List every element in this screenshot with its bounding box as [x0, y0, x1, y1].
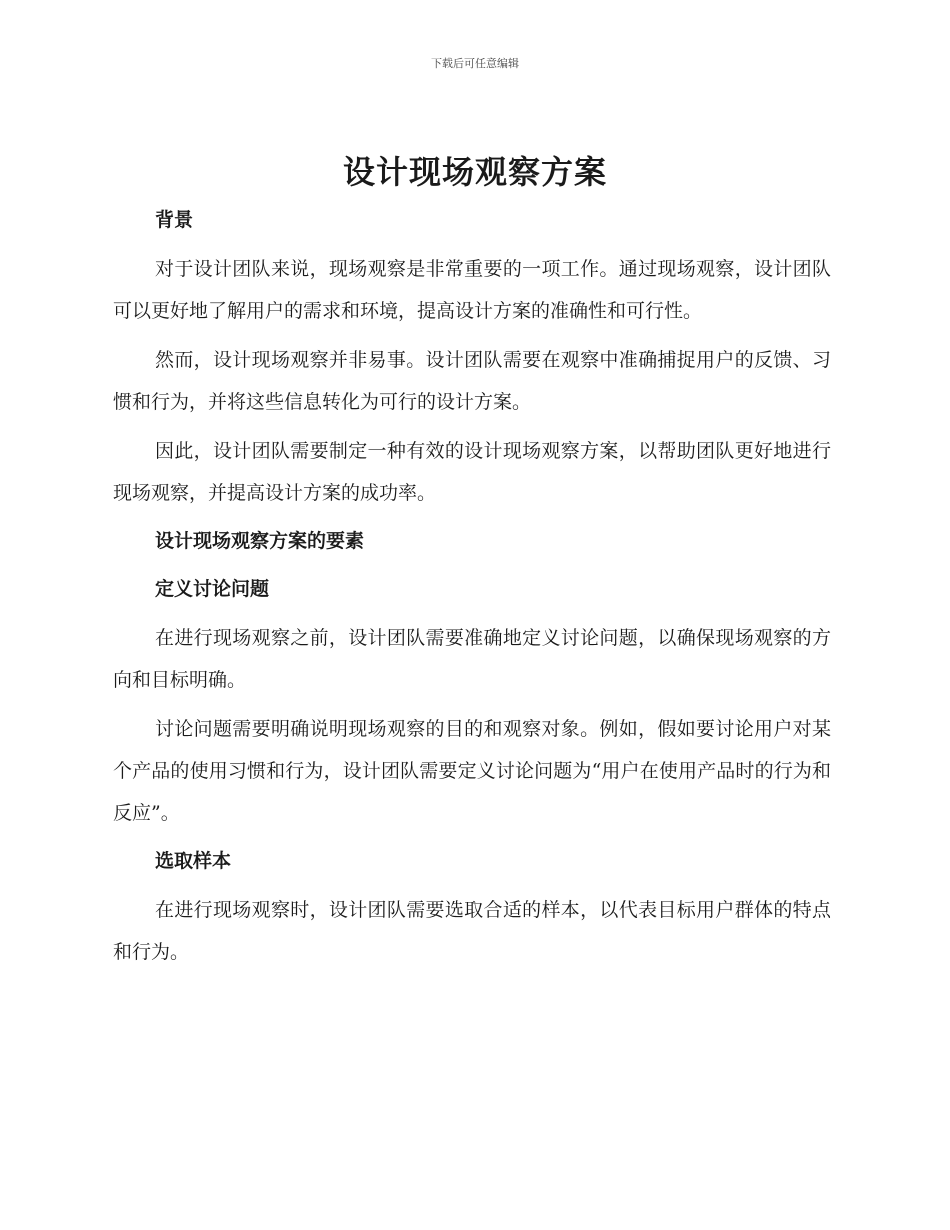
section-heading-background: 背景	[155, 209, 194, 231]
paragraph: 在进行现场观察之前，设计团队需要准确地定义讨论问题，以确保现场观察的方向和目标明确。	[113, 627, 831, 691]
paragraph: 对于设计团队来说，现场观察是非常重要的一项工作。通过现场观察，设计团队可以更好地了解用户的需求和环境，提高设计方案的准确性和可行性。	[113, 258, 831, 322]
paragraph: 在进行现场观察时，设计团队需要选取合适的样本，以代表目标用户群体的特点和行为。	[113, 899, 831, 963]
document-body	[113, 200, 831, 980]
paragraph: 讨论问题需要明确说明现场观察的目的和观察对象。例如，假如要讨论用户对某个产品的使用习惯和行为，设计团队需要定义讨论问题为“用户在使用产品时的行为和反应”。	[113, 718, 831, 824]
document-title: 设计现场观察方案	[342, 153, 607, 191]
section-heading-elements: 设计现场观察方案的要素	[155, 530, 365, 552]
paragraph: 因此，设计团队需要制定一种有效的设计现场观察方案，以帮助团队更好地进行现场观察，并提高设计方案的成功率。	[113, 440, 831, 504]
section-heading-sample: 选取样本	[155, 850, 232, 872]
header-note: 下载后可任意编辑	[431, 57, 519, 70]
section-heading-define: 定义讨论问题	[155, 578, 270, 600]
paragraph: 然而，设计现场观察并非易事。设计团队需要在观察中准确捕捉用户的反馈、习惯和行为，并将这些信息转化为可行的设计方案。	[113, 349, 831, 413]
